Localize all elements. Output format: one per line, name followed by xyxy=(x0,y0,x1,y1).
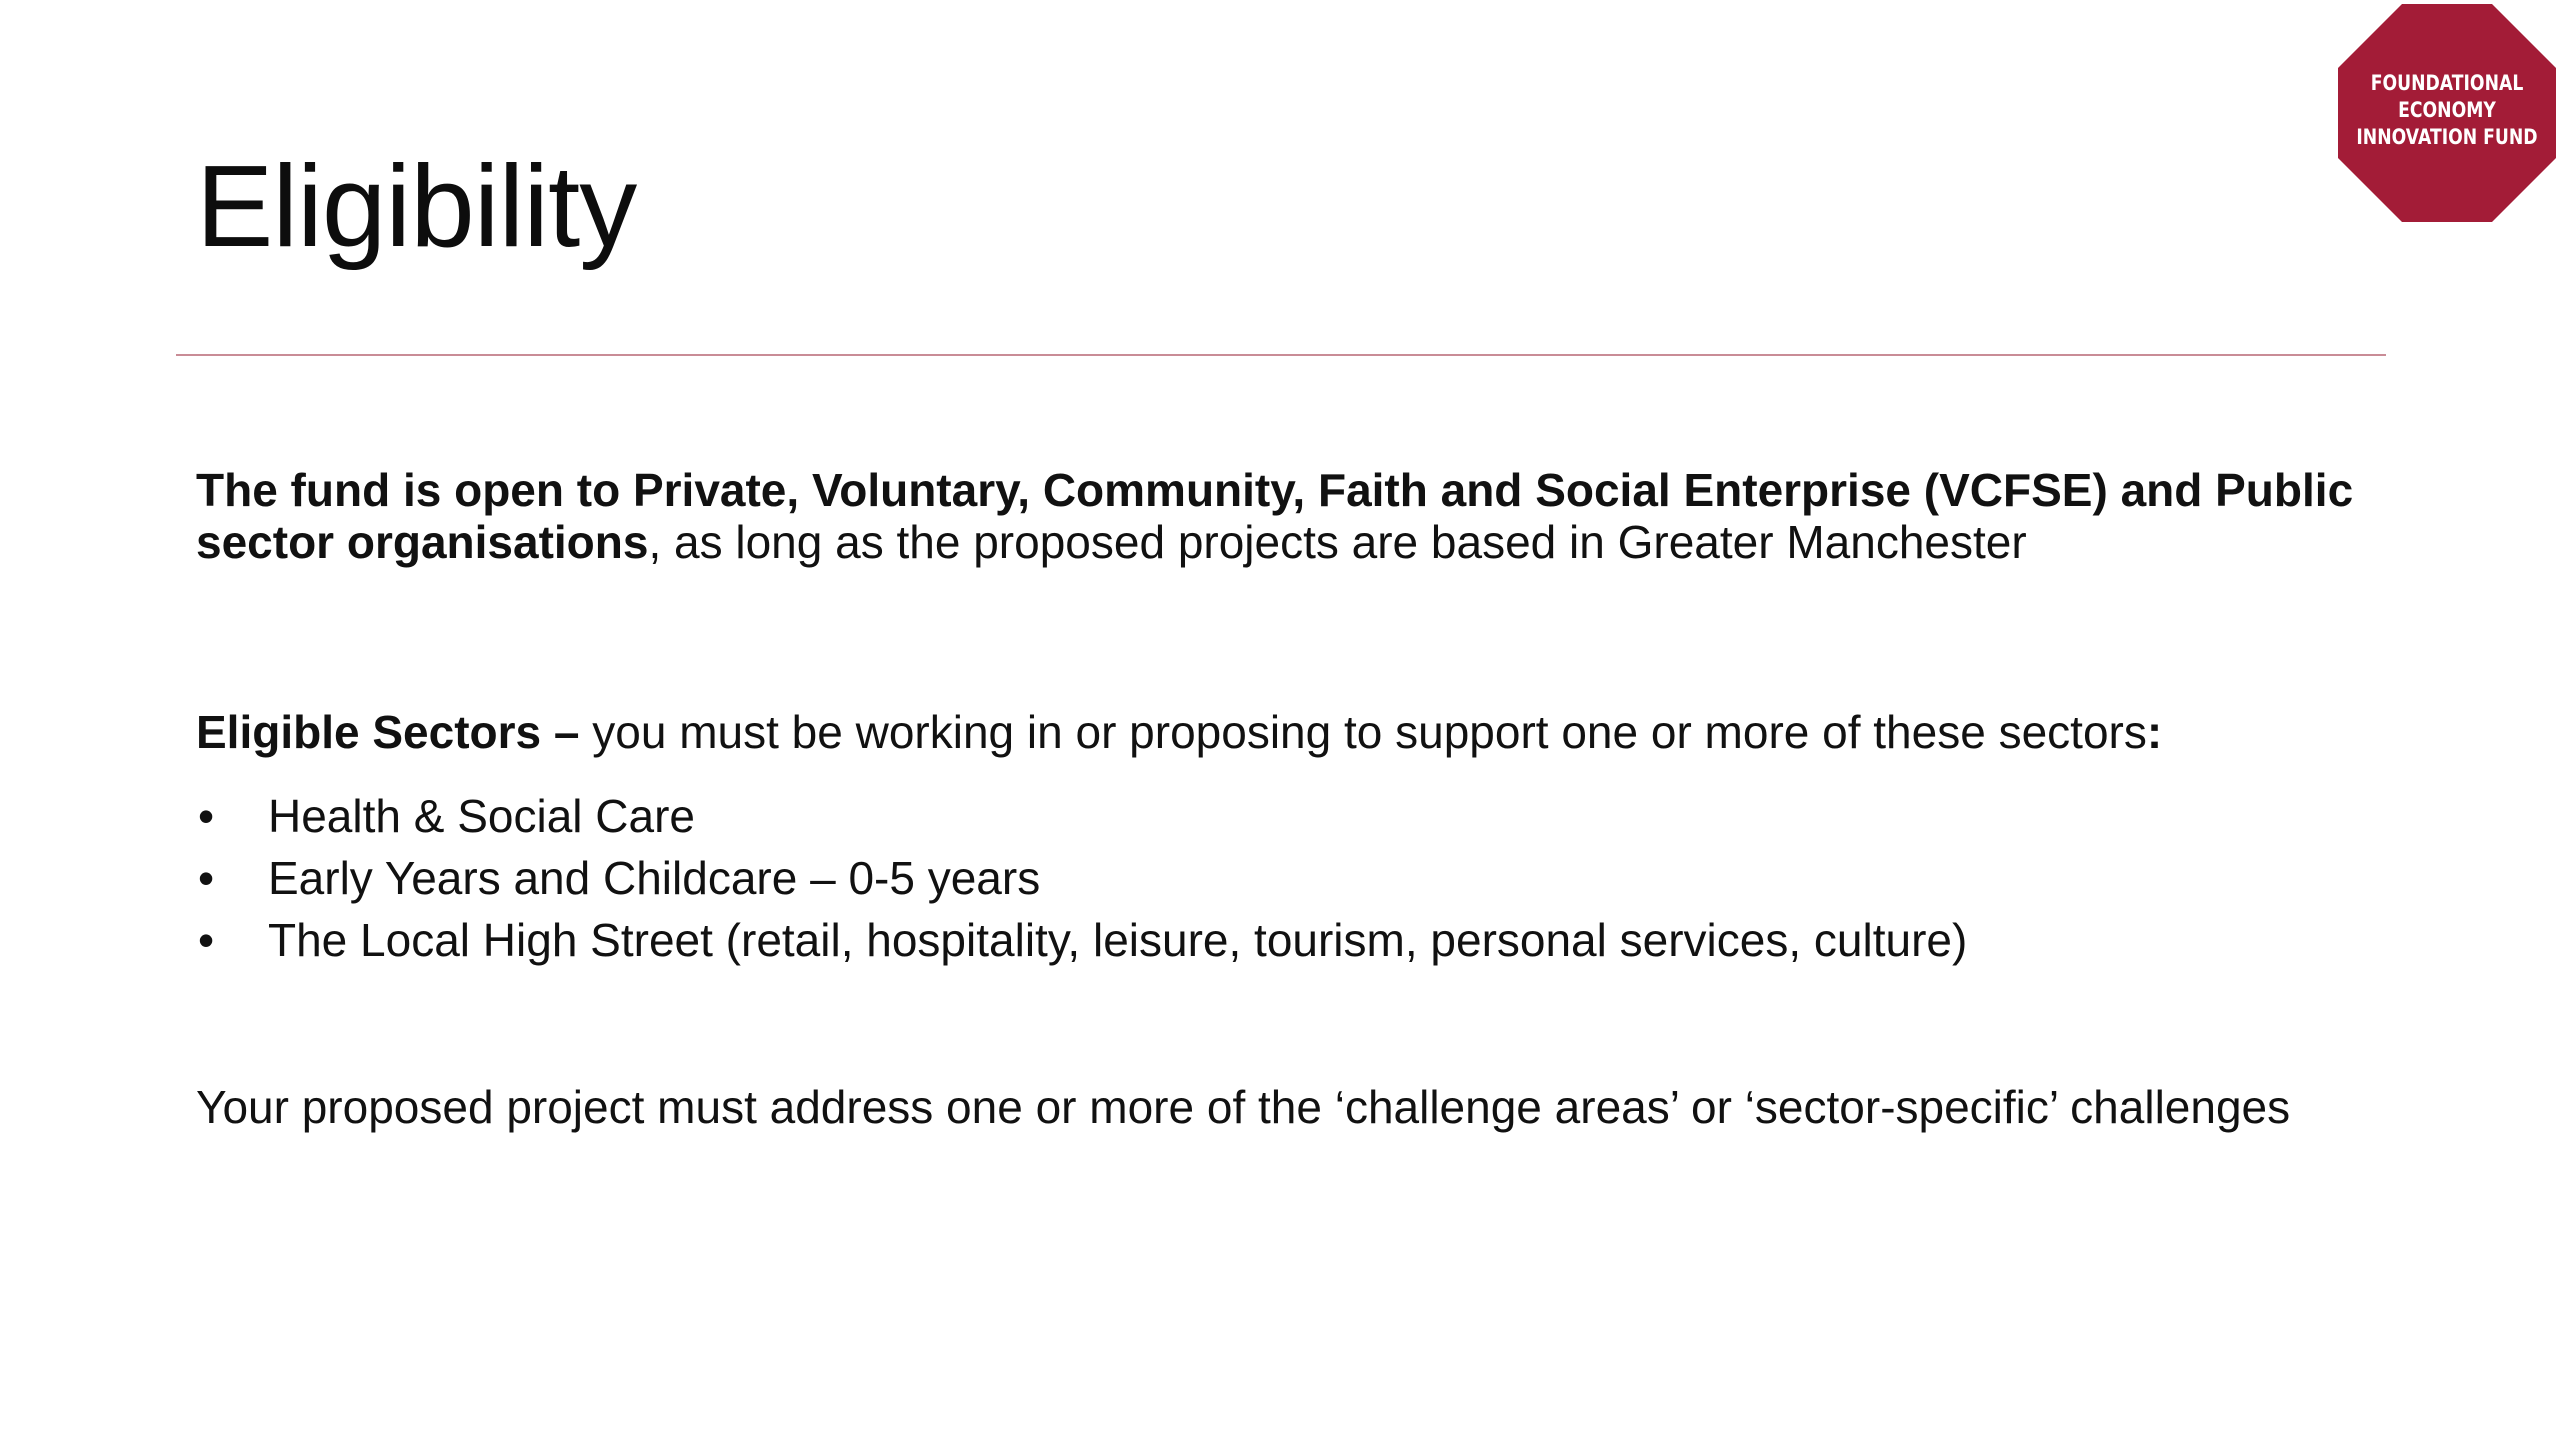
list-item xyxy=(196,847,1967,909)
logo-line-1: FOUNDATIONAL xyxy=(2370,71,2524,95)
logo-text xyxy=(2356,70,2538,151)
sector-item-label: Early Years and Childcare – 0-5 years xyxy=(268,852,1041,904)
logo-line-2: ECONOMY xyxy=(2398,98,2496,122)
intro-regular-text: , as long as the proposed projects are based in Greater Manchester xyxy=(648,516,2027,568)
bullet-icon: • xyxy=(197,852,215,904)
list-item xyxy=(196,909,1967,971)
bullet-icon: • xyxy=(197,914,215,966)
sectors-heading-colon: : xyxy=(2146,706,2163,758)
sectors-heading-text: you must be working in or proposing to support one or more of these sectors xyxy=(579,706,2147,758)
intro-paragraph xyxy=(196,464,2396,568)
closing-paragraph: Your proposed project must address one or more of the ‘challenge areas’ or ‘sector-specific’ challenges xyxy=(196,1081,2291,1133)
page-title: Eligibility xyxy=(196,141,637,271)
list-item xyxy=(196,785,1967,847)
sector-list xyxy=(196,785,1967,971)
logo-line-3: INNOVATION FUND xyxy=(2356,125,2538,149)
sectors-heading xyxy=(196,706,2396,758)
sectors-heading-bold: Eligible Sectors – xyxy=(196,706,580,758)
foundational-economy-innovation-fund-logo xyxy=(2336,2,2558,224)
sector-item-label: The Local High Street (retail, hospitality, leisure, tourism, personal services, culture) xyxy=(268,914,1968,966)
bullet-icon: • xyxy=(197,790,215,842)
intro-bold-text: The fund is open to Private, Voluntary, Community, Faith and Social Enterprise (VCFSE) and Public sector organisations xyxy=(196,464,2354,568)
title-divider xyxy=(176,354,2386,356)
sector-item-label: Health & Social Care xyxy=(268,790,695,842)
